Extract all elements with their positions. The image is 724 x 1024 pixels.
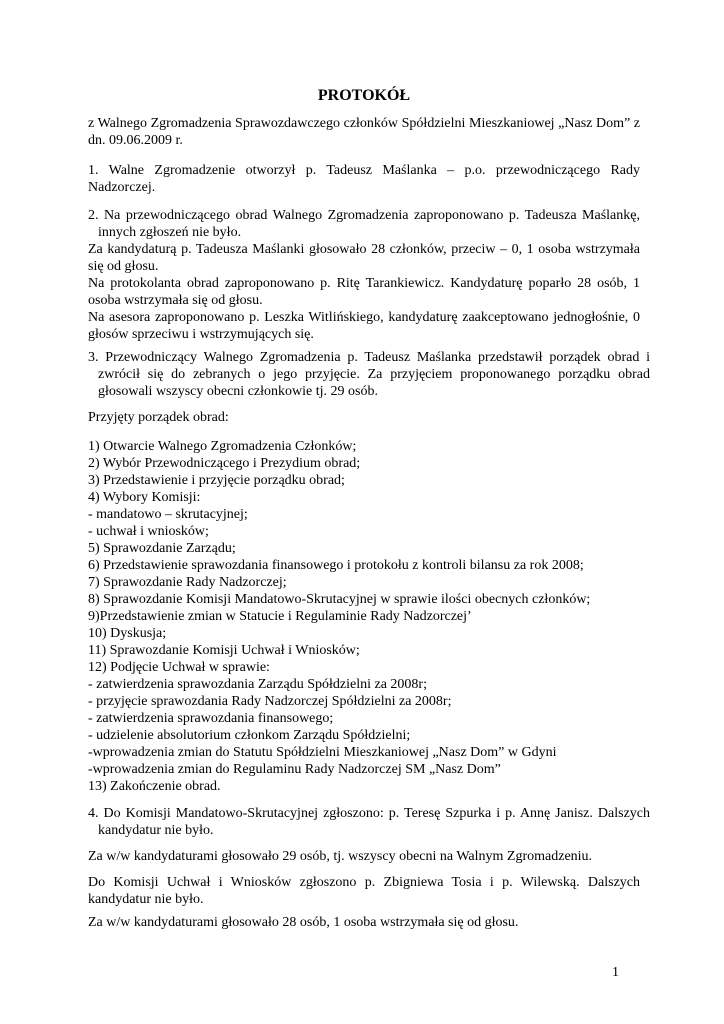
agenda-item: 5) Sprawozdanie Zarządu; [88,541,236,556]
accepted-agenda-label: Przyjęty porządek obrad: [88,410,229,425]
agenda-item: 12) Podjęcie Uchwał w sprawie: [88,660,270,675]
paragraph-2-main: 2. Na przewodniczącego obrad Walnego Zgromadzenia zaproponowano p. Tadeusza Maślankę, innych zgłoszeń nie było. [88,208,640,240]
agenda-item: 6) Przedstawienie sprawozdania finansowego i protokołu z kontroli bilansu za rok 2008; [88,558,584,573]
intro-paragraph: z Walnego Zgromadzenia Sprawozdawczego członków Spółdzielni Mieszkaniowej „Nasz Dom” z dn. 09.06.2009 r. [88,116,640,148]
agenda-item: 9)Przedstawienie zmian w Statucie i Regulaminie Rady Nadzorczej’ [88,609,472,624]
agenda-item: - zatwierdzenia sprawozdania Zarządu Spółdzielni za 2008r; [88,677,427,692]
paragraph-2-assessor: Na asesora zaproponowano p. Leszka Witlińskiego, kandydaturę zaakceptowano jednogłośnie, 0 głosów sprzeciwu i wstrzymujących się. [88,310,640,342]
agenda-item: 7) Sprawozdanie Rady Nadzorczej; [88,575,287,590]
agenda-item: -wprowadzenia zmian do Regulaminu Rady Nadzorczej SM „Nasz Dom” [88,762,501,777]
agenda-item: -wprowadzenia zmian do Statutu Spółdzielni Mieszkaniowej „Nasz Dom” w Gdyni [88,745,557,760]
paragraph-2-block [88,207,640,343]
paragraph-5: Za w/w kandydaturami głosowało 29 osób, tj. wszyscy obecni na Walnym Zgromadzeniu. [88,849,593,864]
paragraph-1: 1. Walne Zgromadzenie otworzył p. Tadeusz Maślanka – p.o. przewodniczącego Rady Nadzorczej. [88,163,640,195]
paragraph-2-vote: Za kandydaturą p. Tadeusza Maślanki głosowało 28 członków, przeciw – 0, 1 osoba wstrzymała się od głosu. [88,242,640,274]
agenda-item: 2) Wybór Przewodniczącego i Prezydium obrad; [88,456,361,471]
agenda-item: 10) Dyskusja; [88,626,167,641]
page-title: PROTOKÓŁ [317,87,411,104]
agenda-list [88,438,640,778]
agenda-item: - uchwał i wniosków; [88,524,209,539]
paragraph-6: Do Komisji Uchwał i Wniosków zgłoszono p. Zbigniewa Tosia i p. Wilewską. Dalszych kandydatur nie było. [88,875,640,907]
agenda-item: - zatwierdzenia sprawozdania finansowego; [88,711,334,726]
page-number: 1 [612,965,619,980]
agenda-item: 1) Otwarcie Walnego Zgromadzenia Członków; [88,439,357,454]
agenda-item: - mandatowo – skrutacyjnej; [88,507,248,522]
agenda-item: - przyjęcie sprawozdania Rady Nadzorczej Spółdzielni za 2008r; [88,694,452,709]
paragraph-7: Za w/w kandydaturami głosowało 28 osób, 1 osoba wstrzymała się od głosu. [88,915,519,930]
agenda-item: 3) Przedstawienie i przyjęcie porządku obrad; [88,473,345,488]
agenda-item: 11) Sprawozdanie Komisji Uchwał i Wniosków; [88,643,360,658]
agenda-item: - udzielenie absolutorium członkom Zarządu Spółdzielni; [88,728,411,743]
paragraph-2-protocol: Na protokolanta obrad zaproponowano p. Ritę Tarankiewicz. Kandydaturę poparło 28 osób, 1 osoba wstrzymała się od głosu. [88,276,640,308]
agenda-closing-item: 13) Zakończenie obrad. [88,779,221,794]
agenda-item: 4) Wybory Komisji: [88,490,201,505]
paragraph-4: 4. Do Komisji Mandatowo-Skrutacyjnej zgłoszono: p. Teresę Szpurka i p. Annę Janisz. Dalszych kandydatur nie było. [88,806,650,838]
paragraph-3: 3. Przewodniczący Walnego Zgromadzenia p. Tadeusz Maślanka przedstawił porządek obrad i zwrócił się do zebranych o jego przyjęcie. Za przyjęciem proponowanego porządku obrad głosowali wszyscy obecni członkowie tj. 29 osób. [88,350,650,399]
agenda-item: 8) Sprawozdanie Komisji Mandatowo-Skrutacyjnej w sprawie ilości obecnych członków; [88,592,591,607]
